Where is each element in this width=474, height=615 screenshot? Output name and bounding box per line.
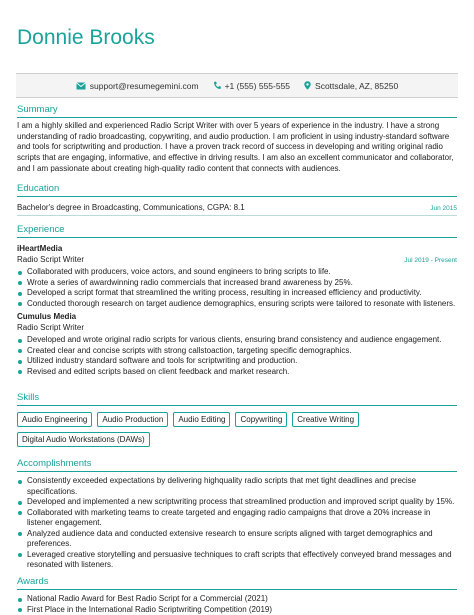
job-role: Radio Script Writer: [17, 255, 84, 264]
summary-text: I am a highly skilled and experienced Radio Script Writer with over 5 years of experience in the industry. I have a strong understanding of radio broadcasting, copywriting, and audio production. I am proficient in using industry-standard software and tools for scriptwriting and production. I have a proven track record of success in developing and writing original radio scripts that are engaging, informative, and effective in driving results. I am also an excellent communicator and collaborator, and I am passionate about creating high-quality radio content that connects with audiences.: [17, 121, 457, 175]
accomplishment-item: Consistently exceeded expectations by delivering highquality radio scripts that met tight deadlines and precise specifications.: [17, 476, 457, 497]
summary-section: [17, 104, 457, 175]
job-bullet: Developed and wrote original radio scripts for various clients, ensuring brand consistency and audience engagement.: [17, 335, 457, 346]
award-item: National Radio Award for Best Radio Script for a Commercial (2021): [17, 594, 457, 605]
summary-heading: Summary: [17, 104, 457, 115]
education-divider: [17, 196, 457, 197]
accomplishment-item: Developed and implemented a new scriptwriting process that streamlined production and improved script quality by 15%.: [17, 497, 457, 508]
candidate-name: Donnie Brooks: [17, 26, 155, 50]
skill-tag: Audio Editing: [173, 412, 230, 427]
award-item: First Place in the International Radio Scriptwriting Competition (2019): [17, 605, 457, 615]
job-bullet: Created clear and concise scripts with strong callstoaction, targeting specific demographics.: [17, 346, 457, 357]
education-heading: Education: [17, 183, 457, 194]
job-bullets: [17, 335, 457, 377]
accomplishments-heading: Accomplishments: [17, 458, 457, 469]
education-date: Jun 2015: [430, 205, 457, 212]
email-text: support@resumegemini.com: [90, 81, 199, 91]
accomplishments-section: [17, 458, 457, 571]
experience-heading: Experience: [17, 224, 457, 235]
skill-tag: Audio Engineering: [17, 412, 92, 427]
experience-divider: [17, 237, 457, 238]
job-bullet: Conducted thorough research on target audience demographics, ensuring scripts were tailored to resonate with listeners.: [17, 299, 457, 310]
awards-section: [17, 576, 457, 615]
job-company: iHeartMedia: [17, 244, 457, 253]
location-text: Scottsdale, AZ, 85250: [315, 81, 398, 91]
contact-email[interactable]: [76, 81, 199, 91]
contact-phone[interactable]: [213, 81, 290, 91]
job-bullet: Revised and edited scripts based on client feedback and market research.: [17, 367, 457, 378]
accomplishments-list: [17, 476, 457, 571]
job-bullet: Developed a script format that streamlined the writing process, resulting in increased efficiency and productivity.: [17, 288, 457, 299]
skill-tag: Creative Writing: [292, 412, 359, 427]
skills-heading: Skills: [17, 392, 457, 403]
job-company: Cumulus Media: [17, 312, 457, 321]
job-bullets: [17, 267, 457, 309]
awards-heading: Awards: [17, 576, 457, 587]
job-bullet: Utilized industry standard software and tools for scriptwriting and production.: [17, 356, 457, 367]
skills-section: [17, 392, 457, 447]
skill-tag: Copywriting: [235, 412, 287, 427]
education-entry-divider: [17, 215, 457, 216]
skill-tag: Digital Audio Workstations (DAWs): [17, 432, 150, 447]
accomplishments-divider: [17, 471, 457, 472]
skills-list: [17, 412, 377, 447]
job-bullet: Collaborated with producers, voice actors, and sound engineers to bring scripts to life.: [17, 267, 457, 278]
accomplishment-item: Analyzed audience data and conducted extensive research to ensure scripts aligned with target demographics and preferences.: [17, 529, 457, 550]
skills-divider: [17, 405, 457, 406]
education-section: [17, 183, 457, 216]
phone-icon: [213, 81, 221, 90]
skill-tag: Audio Production: [97, 412, 168, 427]
degree-text: Bachelor's degree in Broadcasting, Communications, CGPA: 8.1: [17, 203, 245, 212]
awards-divider: [17, 589, 457, 590]
job-role: Radio Script Writer: [17, 323, 84, 332]
phone-text: +1 (555) 555-555: [225, 81, 290, 91]
education-entry: [17, 203, 457, 212]
job-role-row: [17, 255, 457, 264]
summary-divider: [17, 117, 457, 118]
location-pin-icon: [304, 81, 311, 90]
awards-list: [17, 594, 457, 615]
job-bullet: Wrote a series of awardwinning radio commercials that increased brand awareness by 25%.: [17, 278, 457, 289]
contact-location: [304, 81, 398, 91]
contact-bar: [16, 73, 458, 98]
accomplishment-item: Collaborated with marketing teams to create targeted and engaging radio campaigns that drove a 20% increase in listener engagement.: [17, 508, 457, 529]
experience-section: [17, 224, 457, 377]
accomplishment-item: Leveraged creative storytelling and persuasive techniques to craft scripts that effectively conveyed brand messages and resonated with listeners.: [17, 550, 457, 571]
job-date: Jul 2019 - Present: [404, 257, 457, 264]
job-role-row: [17, 323, 457, 332]
envelope-icon: [76, 82, 86, 90]
